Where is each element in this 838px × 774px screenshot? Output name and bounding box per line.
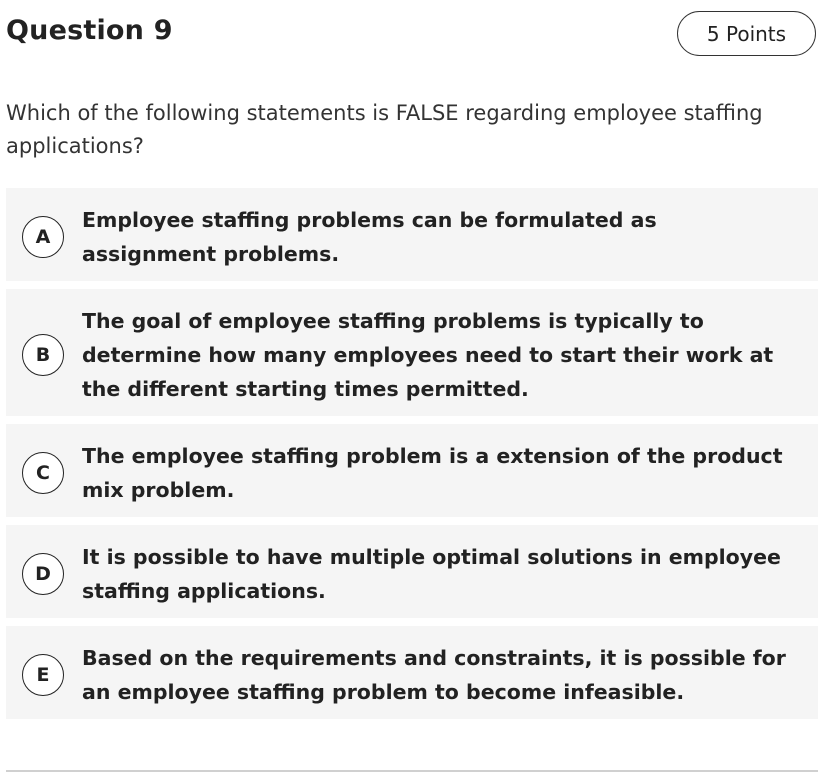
option-text-e: Based on the requirements and constraints, it is possible for an employee staffing problem to become infeasible.: [82, 646, 786, 704]
option-letter-e[interactable]: E: [22, 654, 64, 696]
option-e[interactable]: [6, 626, 818, 719]
divider: [6, 770, 818, 772]
option-a[interactable]: [6, 188, 818, 281]
option-text-c: The employee staffing problem is a extension of the product mix problem.: [82, 444, 783, 502]
option-b[interactable]: [6, 289, 818, 416]
option-letter-a[interactable]: A: [22, 216, 64, 258]
option-letter-b[interactable]: B: [22, 334, 64, 376]
option-text-a: Employee staffing problems can be formulated as assignment problems.: [82, 208, 657, 266]
option-letter-c[interactable]: C: [22, 452, 64, 494]
answer-options: [6, 188, 818, 727]
points-badge: 5 Points: [677, 11, 816, 56]
question-prompt: Which of the following statements is FALSE regarding employee staffing applications?: [6, 101, 763, 158]
question-title: Question 9: [6, 15, 173, 46]
option-c[interactable]: [6, 424, 818, 517]
question-header: [0, 0, 838, 70]
option-d[interactable]: [6, 525, 818, 618]
option-letter-d[interactable]: D: [22, 553, 64, 595]
option-text-b: The goal of employee staffing problems is typically to determine how many employees need to start their work at the different starting times permitted.: [82, 309, 774, 401]
option-text-d: It is possible to have multiple optimal solutions in employee staffing applications.: [82, 545, 781, 603]
